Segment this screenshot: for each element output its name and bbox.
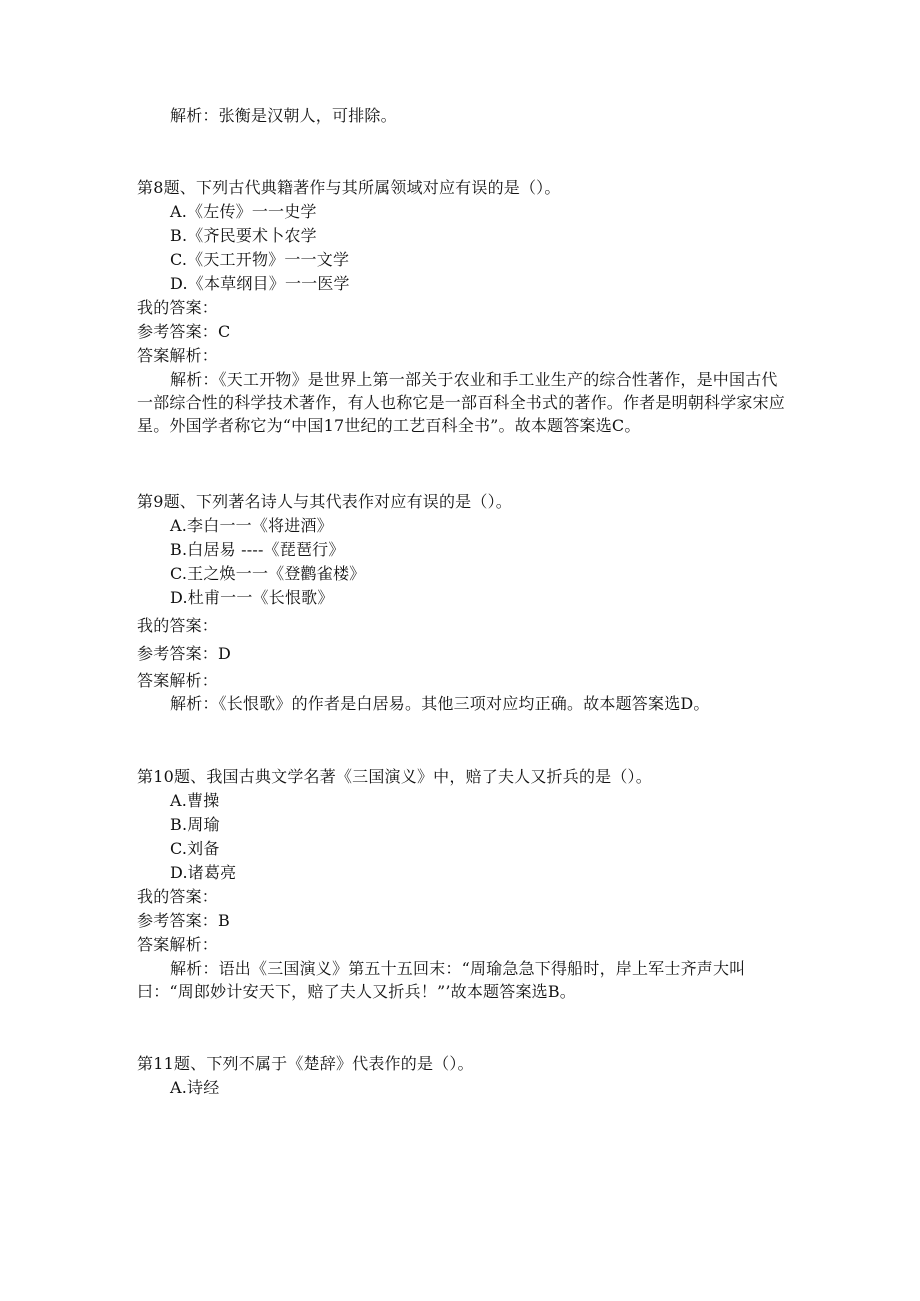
question-9-analysis: 解析：《长恨歌》的作者是白居易。其他三项对应均正确。故本题答案选D。 [170, 694, 710, 713]
question-9-title: 第9题、下列著名诗人与其代表作对应有误的是（）。 [137, 492, 512, 511]
question-10-option-d: D.诸葛亮 [170, 863, 237, 882]
question-10-my-answer: 我的答案： [137, 887, 219, 906]
question-8-option-b: B.《齐民要术卜农学 [170, 226, 317, 245]
question-10-option-a: A.曹操 [170, 791, 220, 810]
question-10-analysis: 解析：语出《三国演义》第五十五回末：“周瑜急急下得船时，岸上军士齐声大叫曰：“周郎妙计安天下，赔了夫人又折兵！”’故本题答案选B。 [137, 959, 746, 1001]
question-9-option-c: C.王之焕一一《登鹳雀楼》 [170, 564, 366, 583]
question-8-my-answer: 我的答案： [137, 298, 219, 317]
question-10-title: 第10题、我国古典文学名著《三国演义》中，赔了夫人又折兵的是（）。 [137, 767, 652, 786]
question-8-analysis: 解析：《天工开物》是世界上第一部关于农业和手工业生产的综合性著作，是中国古代一部综合性的科学技术著作，有人也称它是一部百科全书式的著作。作者是明朝科学家宋应星。外国学者称它为“中国17世纪的工艺百科全书”。故本题答案选C。 [137, 370, 786, 435]
question-9-option-b: B.白居易 ----《琵琶行》 [170, 540, 345, 559]
question-9-ref-answer: 参考答案：D [137, 644, 232, 663]
question-8-ref-answer: 参考答案：C [137, 322, 231, 341]
question-8-analysis-label: 答案解析： [137, 346, 219, 365]
question-9-option-a: A.李白一一《将进酒》 [170, 516, 333, 535]
question-10-option-b: B.周瑜 [170, 815, 220, 834]
question-8-option-d: D.《本草纲目》一一医学 [170, 274, 350, 293]
question-10-option-c: C.刘备 [170, 839, 220, 858]
question-8-title: 第8题、下列古代典籍著作与其所属领域对应有误的是（）。 [137, 178, 561, 197]
question-10-ref-answer: 参考答案：B [137, 911, 230, 930]
question-11-title: 第11题、下列不属于《楚辞》代表作的是（）。 [137, 1054, 474, 1073]
question-11-option-a: A.诗经 [170, 1078, 220, 1097]
top-analysis: 解析：张衡是汉朝人，可排除。 [170, 106, 397, 125]
question-9-my-answer: 我的答案： [137, 616, 219, 635]
question-9-analysis-label: 答案解析： [137, 671, 219, 690]
question-8-option-a: A.《左传》一一史学 [170, 202, 317, 221]
question-8-option-c: C.《天工开物》一一文学 [170, 250, 350, 269]
question-9-option-d: D.杜甫一一《长恨歌》 [170, 588, 334, 607]
question-10-analysis-label: 答案解析： [137, 935, 219, 954]
